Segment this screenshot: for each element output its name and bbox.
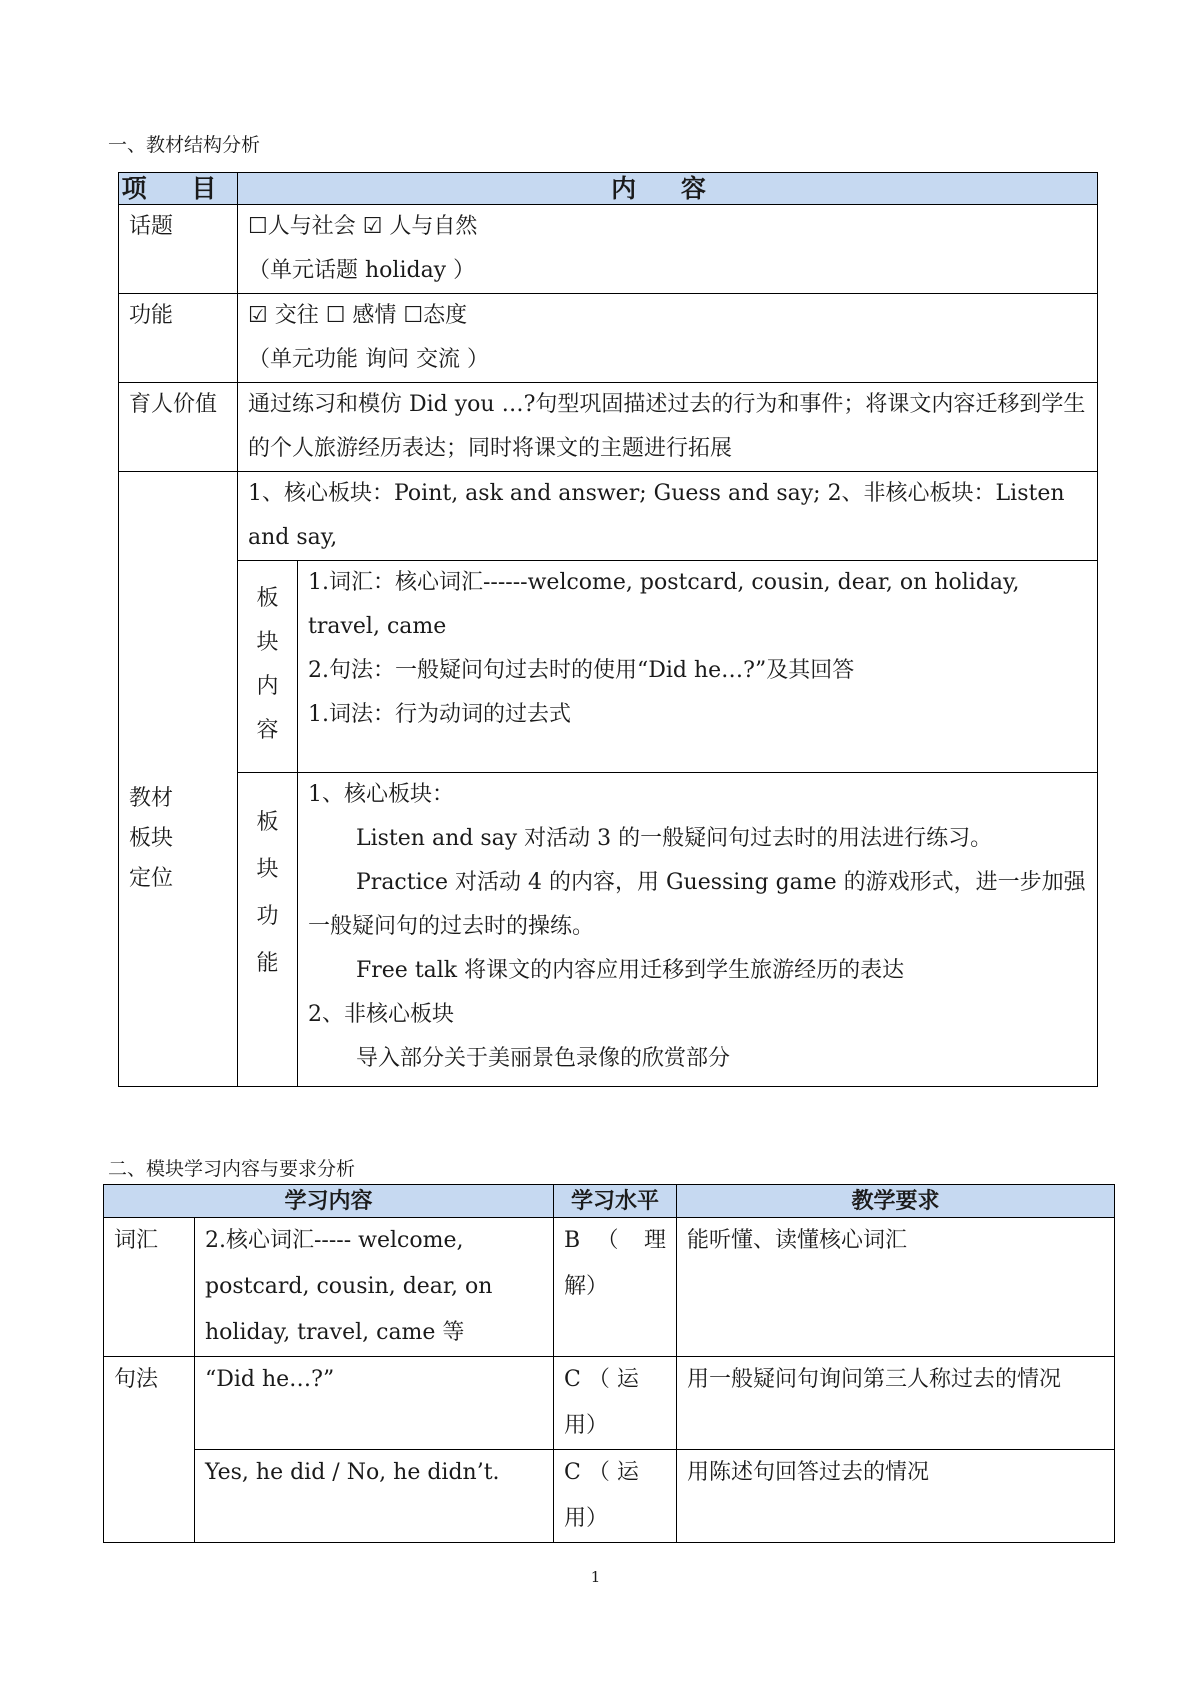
topic-note: （单元话题 holiday ） — [248, 258, 476, 283]
header-learning-level: 学习水平 — [554, 1185, 677, 1218]
level-cell: B （ 理解） — [554, 1218, 677, 1357]
section2-heading: 二、模块学习内容与要求分析 — [108, 1158, 356, 1180]
table-row — [119, 294, 1098, 383]
function-block-label: 板 块 功 能 — [238, 773, 298, 1087]
function-note: （单元功能 询问 交流 ） — [248, 347, 489, 372]
level-cell: C （ 运用） — [554, 1450, 677, 1543]
page-number: 1 — [590, 1568, 601, 1586]
function-options: ☑ 交往 ☐ 感情 ☐态度 — [248, 303, 468, 328]
content-cell: “Did he…?” — [195, 1357, 554, 1450]
structure-table — [118, 172, 1098, 1087]
category-cell: 词汇 — [104, 1218, 195, 1357]
table-row — [119, 472, 1098, 561]
topic-content — [238, 205, 1098, 294]
table-row — [119, 773, 1098, 1087]
section1-heading: 一、教材结构分析 — [108, 134, 261, 156]
positioning-label: 教材 板块 定位 — [119, 472, 238, 1087]
table-header-row — [119, 173, 1098, 205]
category-cell: 句法 — [104, 1357, 195, 1543]
header-item: 项 目 — [119, 173, 238, 205]
level-cell: C （ 运用） — [554, 1357, 677, 1450]
topic-options: ☐人与社会 ☑ 人与自然 — [248, 214, 478, 239]
header-content: 内 容 — [238, 173, 1098, 205]
value-text: 通过练习和模仿 Did you …?句型巩固描述过去的行为和事件；将课文内容迁移到学生的个人旅游经历表达；同时将课文的主题进行拓展 — [238, 383, 1098, 472]
table-row — [104, 1218, 1115, 1357]
requirement-cell: 能听懂、读懂核心词汇 — [677, 1218, 1115, 1357]
table-row — [119, 561, 1098, 773]
topic-label: 话题 — [119, 205, 238, 294]
requirement-cell: 用陈述句回答过去的情况 — [677, 1450, 1115, 1543]
function-content — [238, 294, 1098, 383]
value-label: 育人价值 — [119, 383, 238, 472]
content-lines: 1.词汇：核心词汇------welcome, postcard, cousin, dear, on holiday, travel, came 2.句法：一般疑问句过去时的使用“Did he…?”及其回答 1.词法：行为动词的过去式 — [298, 561, 1098, 773]
header-learning-content: 学习内容 — [104, 1185, 554, 1218]
table-row — [119, 205, 1098, 294]
requirement-cell: 用一般疑问句询问第三人称过去的情况 — [677, 1357, 1115, 1450]
table-header-row — [104, 1185, 1115, 1218]
requirements-table — [103, 1184, 1115, 1543]
content-cell: 2.核心词汇----- welcome, postcard, cousin, dear, on holiday, travel, came 等 — [195, 1218, 554, 1357]
positioning-summary: 1、核心板块：Point, ask and answer; Guess and say; 2、非核心板块：Listen and say, — [238, 472, 1098, 561]
header-teaching-req: 教学要求 — [677, 1185, 1115, 1218]
table-row — [104, 1357, 1115, 1450]
content-label: 板 块 内 容 — [238, 561, 298, 773]
table-row — [119, 383, 1098, 472]
table-row — [104, 1450, 1115, 1543]
content-cell: Yes, he did / No, he didn’t. — [195, 1450, 554, 1543]
function-block-lines: 1、核心板块： Listen and say 对活动 3 的一般疑问句过去时的用法进行练习。 Practice 对活动 4 的内容，用 Guessing game 的游戏形式，进一步加强一般疑问句的过去时的操练。 Free talk 将课文的内容应用迁移到学生旅游经历的表达 2、非核心板块 导入部分关于美丽景色录像的欣赏部分 — [298, 773, 1098, 1087]
function-label: 功能 — [119, 294, 238, 383]
